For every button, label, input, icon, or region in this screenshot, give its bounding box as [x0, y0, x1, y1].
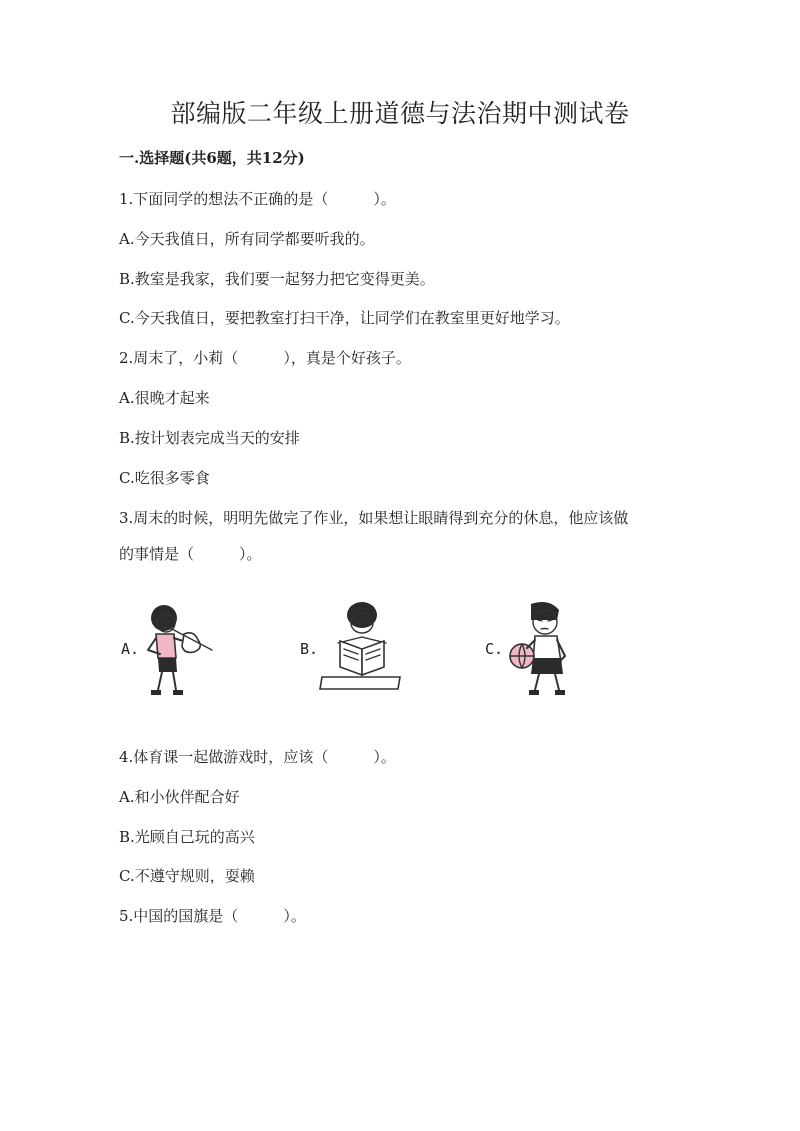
- question-4-stem: 4.体育课一起做游戏时，应该（ ）。: [119, 748, 396, 766]
- question-4-option-b: B.光顾自己玩的高兴: [119, 828, 255, 846]
- question-2-stem: 2.周末了，小莉（ ），真是个好孩子。: [119, 349, 411, 367]
- question-2-option-a: A.很晚才起来: [119, 389, 210, 407]
- question-1-option-b: B.教室是我家，我们要一起努力把它变得更美。: [119, 270, 435, 288]
- question-5-stem: 5.中国的国旗是（ ）。: [119, 907, 306, 925]
- question-1-option-c: C.今天我值日，要把教室打扫干净，让同学们在教室里更好地学习。: [119, 309, 570, 327]
- question-3-option-b-label: B.: [300, 640, 319, 658]
- question-3-option-c-label: C.: [485, 640, 504, 658]
- question-4-option-a: A.和小伙伴配合好: [119, 788, 240, 806]
- basketball-child-illustration: [505, 598, 580, 702]
- reading-child-illustration: [318, 597, 404, 693]
- violin-child-illustration: [140, 598, 225, 702]
- page-title: 部编版二年级上册道德与法治期中测试卷: [170, 99, 630, 128]
- question-3-option-a-label: A.: [121, 640, 140, 658]
- question-2-option-b: B.按计划表完成当天的安排: [119, 429, 300, 447]
- question-4-option-c: C.不遵守规则，耍赖: [119, 867, 255, 885]
- question-3-stem-line-1: 3.周末的时候，明明先做完了作业，如果想让眼睛得到充分的休息，他应该做: [119, 509, 629, 527]
- question-1-option-a: A.今天我值日，所有同学都要听我的。: [119, 230, 375, 248]
- question-3-stem-line-2: 的事情是（ ）。: [119, 545, 262, 563]
- question-1-stem: 1.下面同学的想法不正确的是（ ）。: [119, 190, 396, 208]
- section-heading: 一.选择题(共6题，共12分): [119, 149, 305, 167]
- question-2-option-c: C.吃很多零食: [119, 469, 210, 487]
